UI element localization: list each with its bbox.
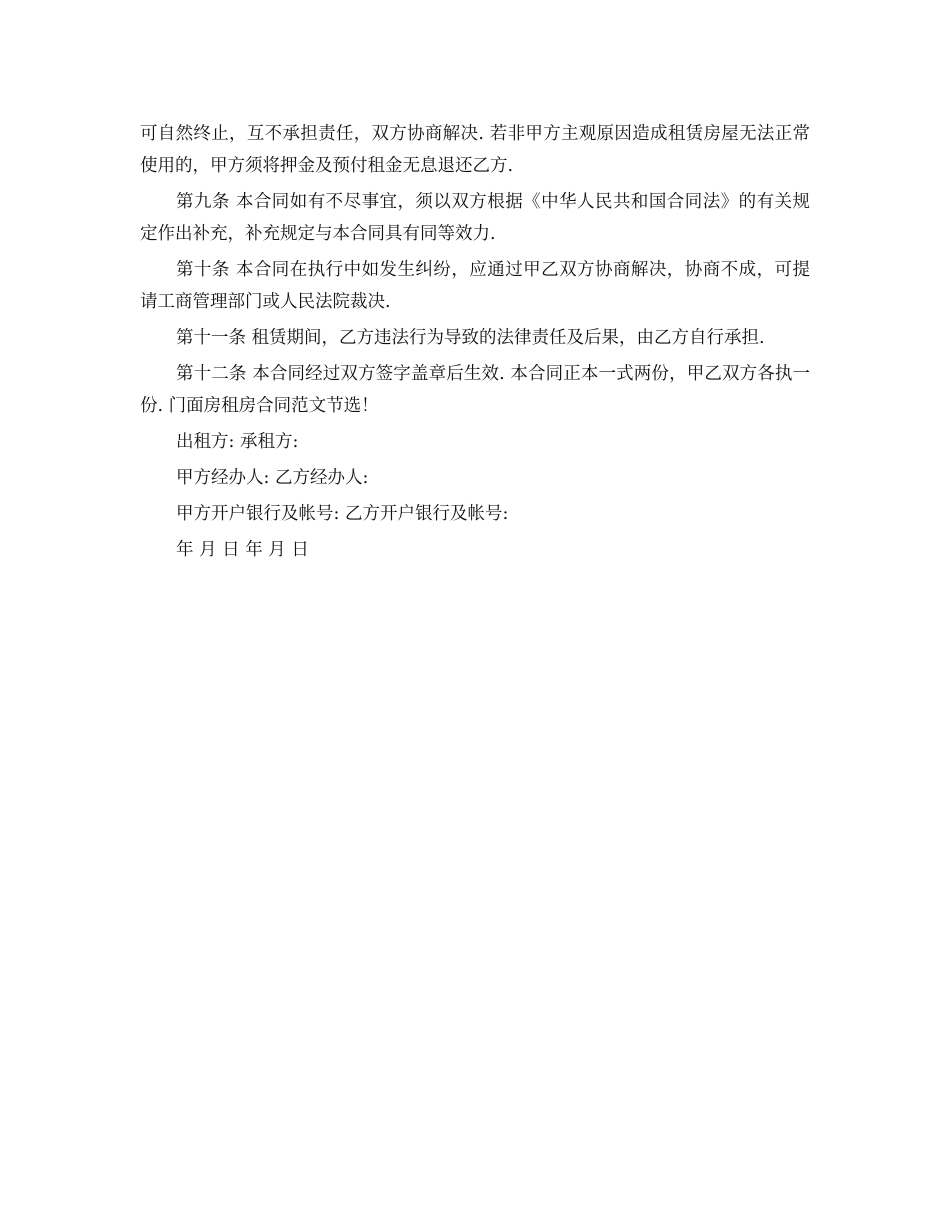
paragraph-continuation: 可自然终止，互不承担责任，双方协商解决. 若非甲方主观原因造成租赁房屋无法正常使用的，甲方须将押金及预付租金无息退还乙方. xyxy=(140,124,810,176)
document-body xyxy=(140,118,810,570)
paragraph-article-10: 第十条 本合同在执行中如发生纠纷，应通过甲乙双方协商解决，协商不成，可提请工商管理部门或人民法院裁决. xyxy=(140,260,810,312)
paragraph-article-11: 第十一条 租赁期间，乙方违法行为导致的法律责任及后果，由乙方自行承担. xyxy=(176,328,765,348)
signature-lessor-lessee: 出租方: 承租方: xyxy=(176,432,299,452)
signature-bank-accounts: 甲方开户银行及帐号: 乙方开户银行及帐号: xyxy=(176,504,509,524)
signature-dates: 年 月 日 年 月 日 xyxy=(176,540,309,560)
signature-agents: 甲方经办人: 乙方经办人: xyxy=(176,468,369,488)
paragraph-article-9: 第九条 本合同如有不尽事宜，须以双方根据《中华人民共和国合同法》的有关规定作出补充，补充规定与本合同具有同等效力. xyxy=(140,192,810,244)
paragraph-article-12: 第十二条 本合同经过双方签字盖章后生效. 本合同正本一式两份，甲乙双方各执一份. 门面房租房合同范文节选！ xyxy=(140,364,810,416)
